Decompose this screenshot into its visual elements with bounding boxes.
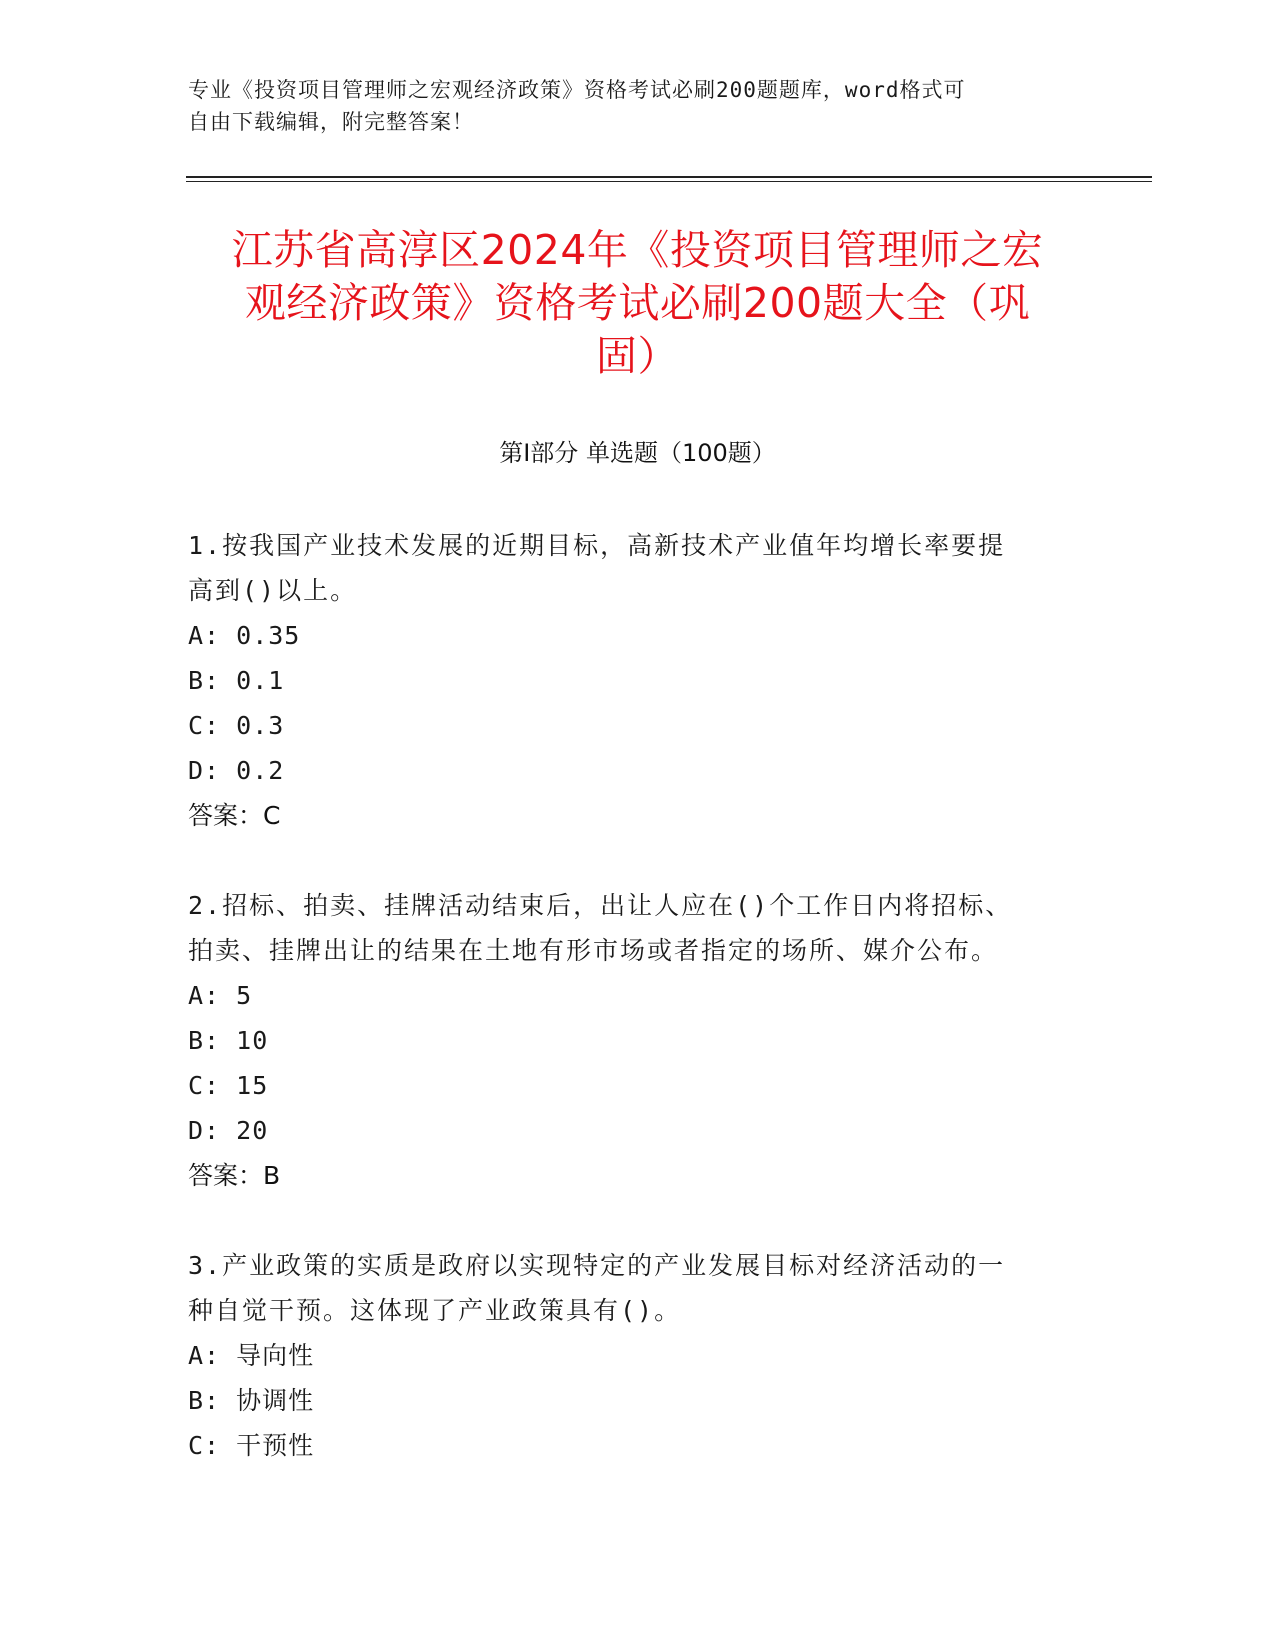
question-stem-line-1: 2.招标、拍卖、挂牌活动结束后，出让人应在()个工作日内将招标、: [188, 891, 1013, 920]
option-d: D: 0.2: [188, 756, 285, 785]
question-stem-line-2: 高到()以上。: [188, 576, 358, 605]
section-heading: 第I部分 单选题（100题）: [499, 439, 776, 467]
question-stem: [188, 1243, 1068, 1333]
option-d: D: 20: [188, 1116, 269, 1145]
header-divider-thick: [186, 176, 1152, 178]
option-b: B: 10: [188, 1026, 269, 1055]
answer-label: 答案：C: [188, 801, 281, 830]
question-item: [188, 883, 1068, 1198]
question-stem-line-2: 拍卖、挂牌出让的结果在土地有形市场或者指定的场所、媒介公布。: [188, 936, 999, 965]
document-title: [170, 224, 1105, 383]
option-b: B: 协调性: [188, 1386, 315, 1415]
option-c: C: 15: [188, 1071, 269, 1100]
option-a: A: 0.35: [188, 621, 301, 650]
document-title-line-2: 观经济政策》资格考试必刷200题大全（巩: [244, 279, 1031, 327]
question-item: [188, 523, 1068, 838]
header-note-line-2: 自由下载编辑，附完整答案！: [188, 110, 474, 134]
question-item: [188, 1243, 1068, 1468]
question-stem-line-2: 种自觉干预。这体现了产业政策具有()。: [188, 1296, 682, 1325]
question-stem-line-1: 1.按我国产业技术发展的近期目标，高新技术产业值年均增长率要提: [188, 531, 1006, 560]
question-stem: [188, 883, 1068, 973]
answer-label: 答案：B: [188, 1161, 281, 1190]
option-c: C: 0.3: [188, 711, 285, 740]
option-a: A: 5: [188, 981, 253, 1010]
header-divider-thin: [186, 181, 1152, 182]
question-stem: [188, 523, 1068, 613]
option-a: A: 导向性: [188, 1341, 315, 1370]
option-c: C: 干预性: [188, 1431, 315, 1460]
header-note-line-1: 专业《投资项目管理师之宏观经济政策》资格考试必刷200题题库，word格式可: [188, 78, 966, 102]
document-title-line-1: 江苏省高淳区2024年《投资项目管理师之宏: [231, 226, 1044, 274]
document-title-line-3: 固）: [596, 332, 679, 380]
option-b: B: 0.1: [188, 666, 285, 695]
question-stem-line-1: 3.产业政策的实质是政府以实现特定的产业发展目标对经济活动的一: [188, 1251, 1006, 1280]
header-note: [188, 74, 1068, 138]
